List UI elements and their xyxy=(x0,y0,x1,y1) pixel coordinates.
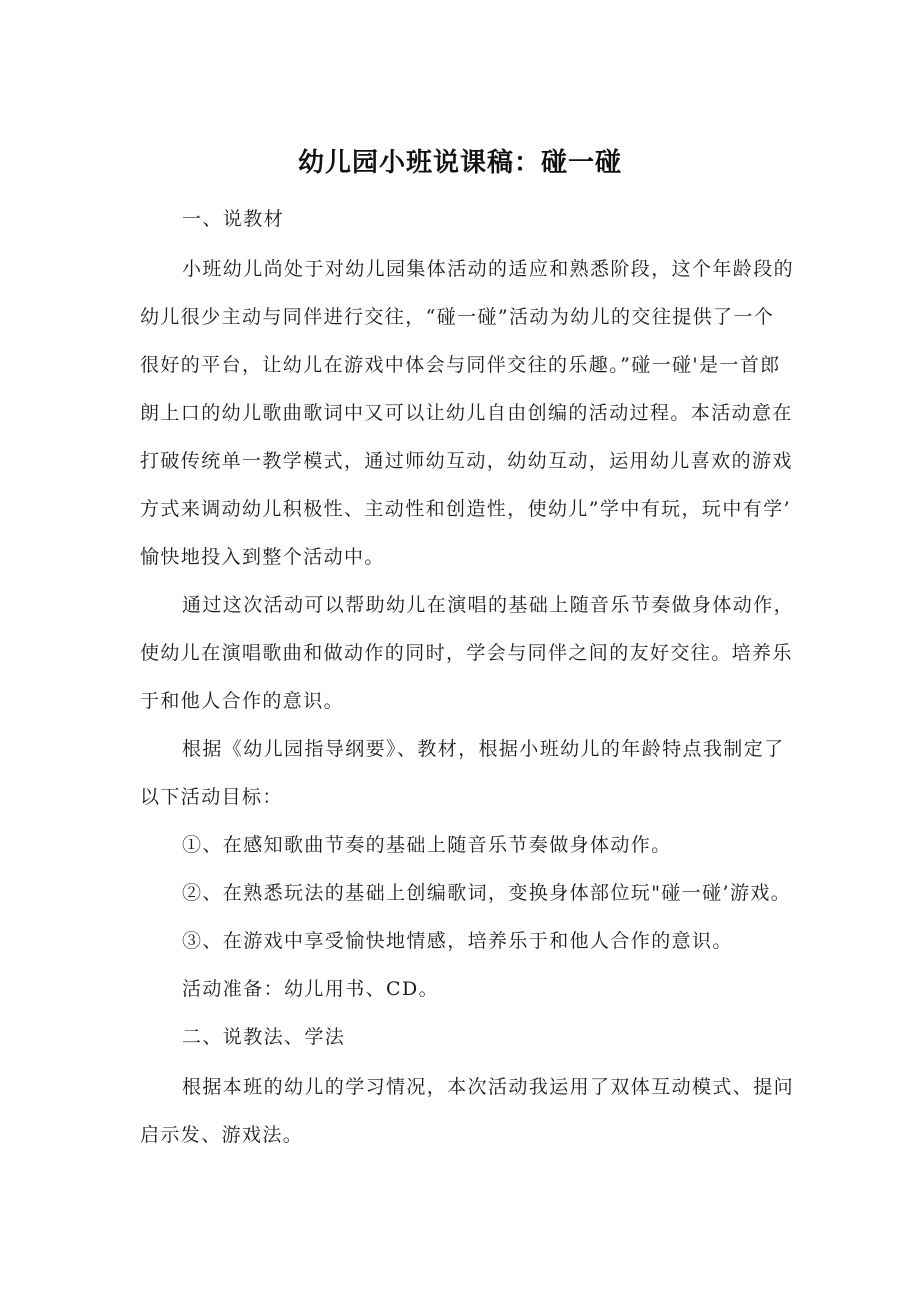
paragraph-line: 小班幼儿尚处于对幼儿园集体活动的适应和熟悉阶段，这个年龄段的 xyxy=(182,258,795,280)
document-title: 幼儿园小班说课稿：碰一碰 xyxy=(297,148,622,178)
paragraph-line: 根据《幼儿园指导纲要》、教材，根据小班幼儿的年龄特点我制定了 xyxy=(182,738,785,760)
paragraph-line: 幼儿很少主动与同伴进行交往，“碰一碰”活动为幼儿的交往提供了一个 xyxy=(140,306,775,328)
paragraph-line: 使幼儿在演唱歌曲和做动作的同时，学会与同伴之间的友好交往。培养乐 xyxy=(140,642,793,664)
section-heading-methods: 二、说教法、学法 xyxy=(182,1026,346,1048)
paragraph-line: 通过这次活动可以帮助幼儿在演唱的基础上随音乐节奏做身体动作， xyxy=(182,594,795,616)
paragraph-line: 很好的平台，让幼儿在游戏中体会与同伴交往的乐趣。”碰一碰'是一首郎 xyxy=(140,354,781,376)
paragraph-line: 以下活动目标： xyxy=(140,786,283,808)
goal-item: ①、在感知歌曲节奏的基础上随音乐节奏做身体动作。 xyxy=(182,834,672,856)
goal-item: ③、在游戏中享受愉快地情感，培养乐于和他人合作的意识。 xyxy=(182,930,733,952)
paragraph-line: 打破传统单一教学模式，通过师幼互动，幼幼互动，运用幼儿喜欢的游戏 xyxy=(140,450,793,472)
paragraph-line: 愉快地投入到整个活动中。 xyxy=(140,546,385,568)
paragraph-line: 根据本班的幼儿的学习情况，本次活动我运用了双体互动模式、提问 xyxy=(182,1076,795,1098)
paragraph-line: 朗上口的幼儿歌曲歌词中又可以让幼儿自由创编的活动过程。本活动意在 xyxy=(140,402,793,424)
paragraph-line: 于和他人合作的意识。 xyxy=(140,690,345,712)
paragraph-line: 方式来调动幼儿积极性、主动性和创造性，使幼儿”学中有玩，玩中有学’ xyxy=(140,498,791,520)
paragraph-line: 启示发、游戏法。 xyxy=(140,1124,304,1146)
goal-item: ②、在熟悉玩法的基础上创编歌词，变换身体部位玩"碰一碰’游戏。 xyxy=(182,882,792,904)
activity-preparation: 活动准备：幼儿用书、CD。 xyxy=(182,978,439,1000)
section-heading-teaching-material: 一、说教材 xyxy=(182,208,285,230)
